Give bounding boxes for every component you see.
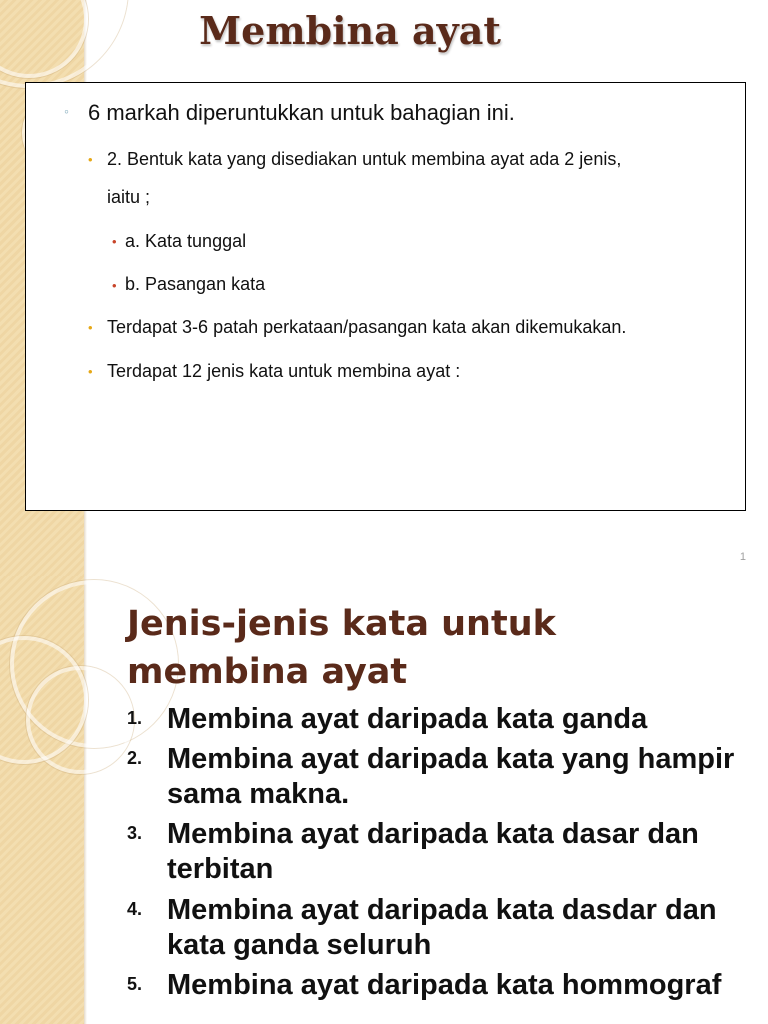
- sub-bullet-text: a. Kata tunggal: [125, 231, 247, 251]
- list-item: [127, 702, 747, 738]
- list-number: 3.: [127, 823, 143, 843]
- dot-bullet-icon: •: [88, 320, 93, 335]
- list-item-text: Membina ayat daripada kata dasdar dan kata ganda seluruh: [167, 894, 717, 961]
- bullet-text: Terdapat 12 jenis kata untuk membina ayat :: [107, 361, 461, 381]
- ring-bullet-icon: ◦: [64, 103, 69, 119]
- list-item-text: Membina ayat daripada kata yang hampir sama makna.: [167, 743, 735, 810]
- list-number: 5.: [127, 974, 143, 994]
- bullet-text-continued: iaitu ;: [107, 187, 151, 207]
- list-item: [127, 968, 747, 1024]
- list-item-text: Membina ayat daripada kata hommograf: [167, 969, 722, 1001]
- list-number: 2.: [127, 748, 143, 768]
- bullet-text: 6 markah diperuntukkan untuk bahagian ini.: [88, 100, 515, 125]
- list-item-text: Membina ayat daripada kata dasar dan terbitan: [167, 818, 699, 885]
- slide-title: Membina ayat: [199, 8, 501, 53]
- dot-bullet-icon: •: [112, 278, 117, 293]
- list-item-text: Membina ayat daripada kata ganda: [167, 703, 648, 735]
- content-box: [25, 82, 746, 511]
- bullet-text: Terdapat 3-6 patah perkataan/pasangan kata akan dikemukakan.: [107, 317, 627, 337]
- list-number: 4.: [127, 899, 143, 919]
- list-item: [127, 817, 747, 889]
- dot-bullet-icon: •: [88, 364, 93, 379]
- dot-bullet-icon: •: [112, 234, 117, 249]
- sub-bullet-text: b. Pasangan kata: [125, 274, 266, 294]
- page-number: 1: [739, 551, 746, 563]
- list-number: 1.: [127, 708, 143, 728]
- bullet-text: 2. Bentuk kata yang disediakan untuk membina ayat ada 2 jenis,: [107, 149, 622, 169]
- list-item: [127, 893, 747, 965]
- slide-title: Jenis-jenis kata untuk membina ayat: [127, 604, 556, 692]
- dot-bullet-icon: •: [88, 152, 93, 167]
- list-item: [127, 742, 747, 814]
